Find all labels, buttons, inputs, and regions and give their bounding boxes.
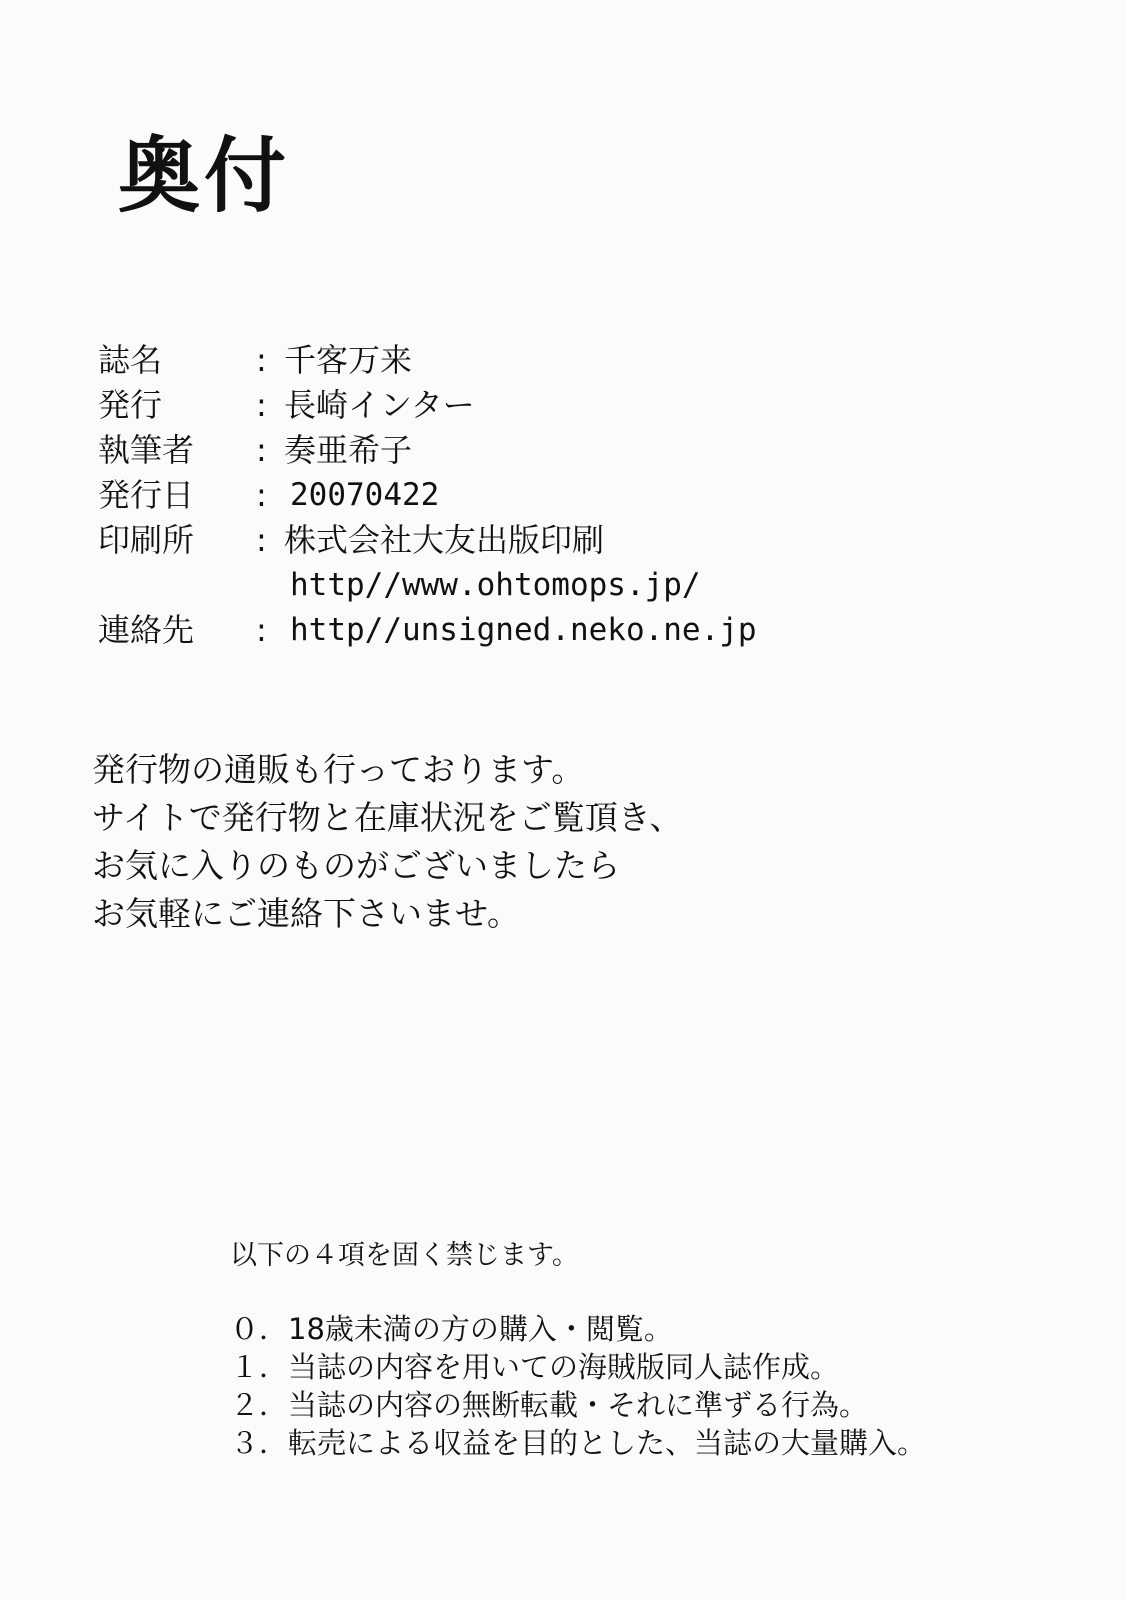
colophon-value: 株式会社大友出版印刷: [284, 521, 605, 559]
colophon-separator: :: [256, 521, 267, 559]
colophon-label: 印刷所: [98, 521, 195, 559]
colophon-separator: :: [256, 341, 267, 379]
colophon-row-printer: [98, 518, 998, 563]
page-title: 奥付: [118, 129, 291, 224]
colophon-label: 執筆者: [98, 431, 195, 469]
contact-url: http//unsigned.neko.ne.jp: [290, 612, 757, 648]
notice-line: お気軽にご連絡下さいませ。: [92, 894, 521, 933]
notice-line: 発行物の通販も行っております。: [92, 750, 585, 789]
colophon-row-author: [98, 428, 998, 473]
colophon-value: 奏亜希子: [284, 431, 413, 469]
colophon-separator: :: [256, 386, 267, 424]
colophon-label: 連絡先: [98, 611, 195, 649]
colophon-row-title: [98, 338, 998, 383]
colophon-value: 千客万来: [284, 341, 413, 379]
colophon-separator: :: [256, 431, 267, 469]
prohibition-item: ０．18歳未満の方の購入・閲覧。: [230, 1312, 673, 1346]
colophon-label: 発行日: [98, 476, 195, 514]
colophon-table: [98, 338, 998, 653]
colophon-label: 発行: [98, 386, 163, 424]
prohibitions-list: [230, 1310, 1090, 1462]
colophon-value: 長崎インター: [284, 386, 475, 424]
colophon-separator: :: [256, 611, 267, 649]
colophon-row-printer-url: [98, 563, 998, 608]
prohibition-item: ２．当誌の内容の無断転載・それに準ずる行為。: [230, 1388, 869, 1422]
colophon-row-date: [98, 473, 998, 518]
mail-order-notice: [92, 746, 992, 938]
printer-url: http//www.ohtomops.jp/: [290, 567, 701, 603]
colophon-value: 20070422: [290, 477, 440, 513]
notice-line: サイトで発行物と在庫状況をご覧頂き、: [92, 798, 683, 837]
notice-line: お気に入りのものがございましたら: [92, 846, 620, 885]
colophon-row-contact: [98, 608, 998, 653]
prohibition-item: １．当誌の内容を用いての海賊版同人誌作成。: [230, 1350, 840, 1384]
colophon-separator: :: [256, 476, 267, 514]
prohibition-item: ３．転売による収益を目的とした、当誌の大量購入。: [230, 1426, 927, 1460]
colophon-label: 誌名: [98, 341, 163, 379]
prohibitions-heading: 以下の４項を固く禁じます。: [230, 1240, 579, 1271]
colophon-row-publisher: [98, 383, 998, 428]
prohibitions: [230, 1238, 1090, 1462]
